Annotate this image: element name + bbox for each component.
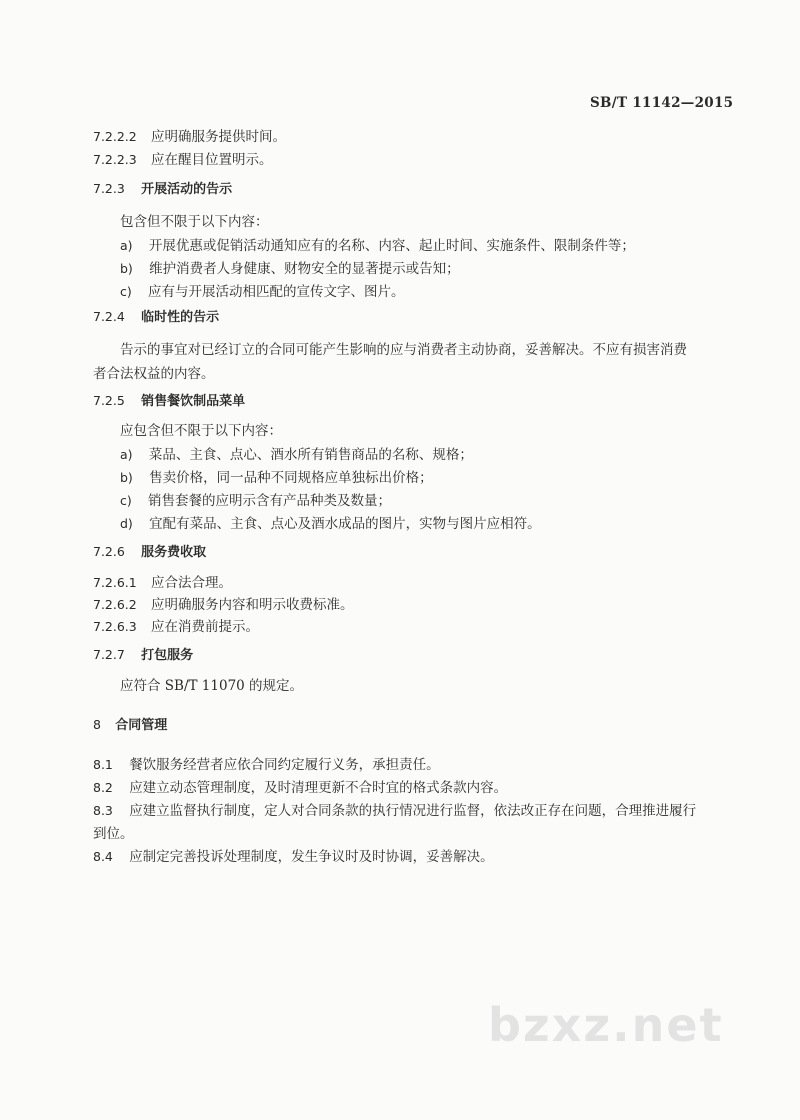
- chapter-title: 合同管理: [115, 718, 168, 733]
- heading-number: 7.2.3: [93, 181, 125, 196]
- list-text: 宜配有菜品、主食、点心及酒水成品的图片，实物与图片应相符。: [149, 516, 541, 532]
- heading-7-2-4: [93, 308, 219, 327]
- heading-7-2-7: [93, 646, 193, 665]
- list-text: 开展优惠或促销活动通知应有的名称、内容、起止时间、实施条件、限制条件等；: [148, 238, 635, 254]
- clause-number: 7.2.2.3: [93, 152, 137, 167]
- heading-text: 开展活动的告示: [141, 182, 233, 197]
- clause-text: 应建立监督执行制度，定人对合同条款的执行情况进行监督，依法改正存在问题，合理推进履行: [129, 803, 697, 819]
- heading-number: 7.2.5: [93, 393, 125, 408]
- list-text: 维护消费者人身健康、财物安全的显著提示或告知；: [149, 261, 460, 277]
- list-marker: c): [120, 284, 132, 299]
- list-marker: c): [120, 493, 132, 508]
- heading-number: 7.2.6: [93, 544, 125, 559]
- clause-number: 7.2.6.3: [93, 619, 137, 634]
- list-marker: a): [120, 238, 133, 253]
- paragraph: 应符合 SB/T 11070 的规定。: [120, 678, 304, 694]
- clause-8-1: [93, 756, 440, 774]
- heading-7-2-6: [93, 543, 206, 562]
- clause-number: 7.2.6.1: [93, 575, 137, 590]
- clause-7-2-6-2: [93, 596, 354, 614]
- list-text: 菜品、主食、点心、酒水所有销售商品的名称、规格；: [148, 447, 473, 463]
- paragraph-continued: 者合法权益的内容。: [93, 366, 215, 382]
- clause-7-2-6-1: [93, 574, 232, 592]
- heading-7-2-5: [93, 392, 245, 411]
- clause-text: 应明确服务提供时间。: [151, 129, 287, 145]
- clause-7-2-2-2: [93, 128, 286, 146]
- clause-8-3-continued: 到位。: [93, 826, 134, 842]
- list-marker: b): [120, 470, 133, 485]
- clause-text: 应明确服务内容和明示收费标准。: [151, 597, 354, 613]
- clause-text: 应在消费前提示。: [151, 619, 260, 635]
- standard-number: SB/T 11142—2015: [590, 95, 734, 111]
- paragraph: 应包含但不限于以下内容：: [120, 423, 282, 439]
- clause-8-3: [93, 802, 696, 820]
- heading-text: 打包服务: [141, 648, 194, 663]
- clause-number: 8.4: [93, 849, 113, 864]
- clause-number: 8.3: [93, 803, 113, 818]
- clause-8-4: [93, 848, 494, 866]
- heading-7-2-3: [93, 180, 232, 199]
- list-item: [120, 446, 473, 464]
- heading-text: 服务费收取: [141, 545, 207, 560]
- list-text: 售卖价格，同一品种不同规格应单独标出价格；: [149, 470, 433, 486]
- clause-7-2-6-3: [93, 618, 259, 636]
- clause-text: 应制定完善投诉处理制度，发生争议时及时协调，妥善解决。: [129, 849, 494, 865]
- heading-number: 7.2.4: [93, 309, 125, 324]
- list-item: [120, 260, 460, 278]
- list-item: [120, 237, 635, 255]
- heading-text: 销售餐饮制品菜单: [141, 394, 246, 409]
- clause-7-2-2-3: [93, 151, 273, 169]
- chapter-number: 8: [93, 717, 101, 732]
- list-text: 应有与开展活动相匹配的宣传文字、图片。: [148, 284, 405, 300]
- paragraph: 告示的事宜对已经订立的合同可能产生影响的应与消费者主动协商，妥善解决。不应有损害消费: [120, 342, 687, 358]
- clause-number: 7.2.2.2: [93, 129, 137, 144]
- clause-number: 7.2.6.2: [93, 597, 137, 612]
- watermark: bzxz.net: [488, 998, 724, 1052]
- clause-number: 8.1: [93, 757, 113, 772]
- clause-8-2: [93, 779, 507, 797]
- list-marker: d): [120, 516, 133, 531]
- heading-text: 临时性的告示: [141, 310, 220, 325]
- clause-text: 应建立动态管理制度，及时清理更新不合时宜的格式条款内容。: [129, 780, 508, 796]
- list-item: [120, 515, 541, 533]
- chapter-8-heading: [93, 716, 167, 735]
- paragraph: 包含但不限于以下内容：: [120, 214, 269, 230]
- list-text: 销售套餐的应明示含有产品种类及数量；: [148, 493, 392, 509]
- heading-number: 7.2.7: [93, 647, 125, 662]
- list-item: [120, 469, 433, 487]
- clause-number: 8.2: [93, 780, 113, 795]
- list-item: [120, 492, 391, 510]
- clause-text: 应合法合理。: [151, 575, 233, 591]
- clause-text: 餐饮服务经营者应依合同约定履行义务，承担责任。: [129, 757, 440, 773]
- list-marker: a): [120, 447, 133, 462]
- list-marker: b): [120, 261, 133, 276]
- clause-text: 应在醒目位置明示。: [151, 152, 273, 168]
- list-item: [120, 283, 405, 301]
